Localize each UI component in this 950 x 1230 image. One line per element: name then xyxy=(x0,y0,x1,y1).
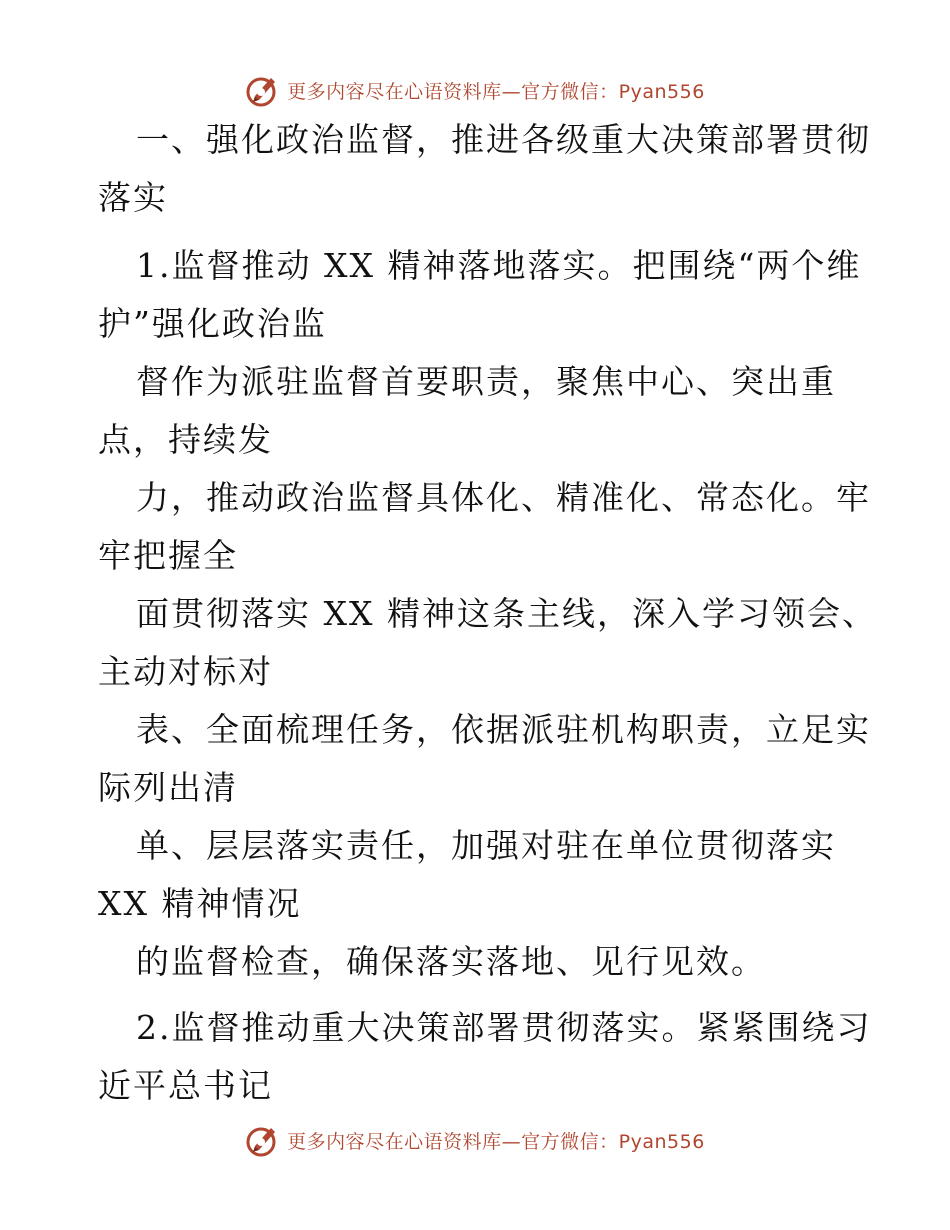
watermark-main: 更多内容尽在心语资料库 xyxy=(287,1130,502,1153)
watermark-text xyxy=(287,77,705,104)
text-line: 表、全面梳理任务，依据派驻机构职责，立足实 xyxy=(136,710,871,749)
text-line: 落实 xyxy=(98,178,168,217)
text-line: 面贯彻落实 XX 精神这条主线，深入学习领会、 xyxy=(136,594,877,633)
header-watermark xyxy=(0,70,950,110)
footer-watermark xyxy=(0,1120,950,1160)
watermark-main: 更多内容尽在心语资料库 xyxy=(287,80,502,103)
text-line: 的监督检查，确保落实落地、见行见效。 xyxy=(136,942,766,981)
text-line: 单、层层落实责任，加强对驻在单位贯彻落实 xyxy=(136,826,836,865)
text-line: 2.监督推动重大决策部署贯彻落实。紧紧围绕习 xyxy=(136,1008,872,1047)
watermark-text xyxy=(287,1127,705,1154)
pen-logo-icon xyxy=(245,1122,281,1158)
text-line: 际列出清 xyxy=(98,768,238,807)
text-line: 护”强化政治监 xyxy=(98,304,327,343)
text-line: 力，推动政治监督具体化、精准化、常态化。牢 xyxy=(136,478,871,517)
pen-logo-icon xyxy=(245,72,281,108)
watermark-suffix: 官方微信：Pyan556 xyxy=(521,80,705,103)
text-line: 1.监督推动 XX 精神落地落实。把围绕“两个维 xyxy=(136,246,862,285)
text-line: 近平总书记 xyxy=(98,1066,273,1105)
text-line: 牢把握全 xyxy=(98,536,238,575)
text-line: 一、强化政治监督，推进各级重大决策部署贯彻 xyxy=(136,120,871,159)
text-line: XX 精神情况 xyxy=(98,884,302,923)
text-line: 督作为派驻监督首要职责，聚焦中心、突出重 xyxy=(136,362,836,401)
watermark-separator: — xyxy=(501,1130,522,1153)
text-line: 点，持续发 xyxy=(98,420,273,459)
watermark-suffix: 官方微信：Pyan556 xyxy=(521,1130,705,1153)
text-line: 主动对标对 xyxy=(98,652,273,691)
watermark-separator: — xyxy=(501,80,522,103)
